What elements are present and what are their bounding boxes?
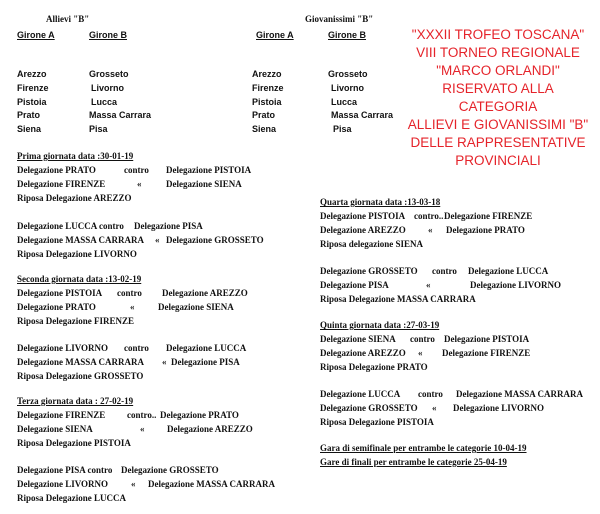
match-home: Delegazione PISA <box>320 280 389 290</box>
rest-note: Riposa Delegazione LIVORNO <box>17 249 137 259</box>
match-separator: contro <box>124 165 149 175</box>
allievi-a-team: Pistoia <box>17 97 47 107</box>
match-away: Delegazione MASSA CARRARA <box>148 479 275 489</box>
rest-note: Riposa Delegazione AREZZO <box>17 193 132 203</box>
allievi-b-team: Pisa <box>89 124 108 134</box>
rest-note: Riposa Delegazione PRATO <box>320 362 428 372</box>
allievi-b-team: Grosseto <box>89 69 129 79</box>
match-separator: « <box>140 424 145 434</box>
match-away: Delegazione PISTOIA <box>444 334 530 344</box>
giovanissimi-girone-b-label: Girone B <box>328 30 367 40</box>
match-home: Delegazione MASSA CARRARA <box>17 235 144 245</box>
rest-note: Riposa delegazione SIENA <box>320 239 424 249</box>
match-away: Delegazione LIVORNO <box>453 403 545 413</box>
match-away: Delegazione LUCCA <box>166 343 247 353</box>
allievi-a-team: Firenze <box>17 83 49 93</box>
match-home: Delegazione AREZZO <box>320 348 406 358</box>
title-line: PROVINCIALI <box>455 153 541 168</box>
match-separator: « <box>131 479 136 489</box>
match-separator: « <box>155 235 160 245</box>
match-home: Delegazione PISTOIA <box>320 211 406 221</box>
giovanissimi-b-team: Livorno <box>331 83 364 93</box>
matchday-header: Prima giornata data :30-01-19 <box>17 151 134 161</box>
match-separator: « <box>137 179 142 189</box>
matchday-header: Quinta giornata data :27-03-19 <box>320 320 440 330</box>
match-home: Delegazione PRATO <box>17 165 96 175</box>
title-line: DELLE RAPPRESENTATIVE <box>410 135 586 150</box>
rest-note: Riposa Delegazione GROSSETO <box>17 371 144 381</box>
title-line: ALLIEVI E GIOVANISSIMI "B" <box>407 117 589 132</box>
match-separator: « <box>426 280 431 290</box>
semifinal-note: Gara di semifinale per entrambe le categorie 10-04-19 <box>320 443 527 453</box>
rest-note: Riposa Delegazione MASSA CARRARA <box>320 294 476 304</box>
allievi-a-team: Siena <box>17 124 42 134</box>
allievi-girone-a-label: Girone A <box>17 30 55 40</box>
allievi-b-team: Lucca <box>91 97 118 107</box>
matchday-header: Seconda giornata data :13-02-19 <box>17 274 142 284</box>
match-away: Delegazione GROSSETO <box>166 235 264 245</box>
match-separator: « <box>432 403 437 413</box>
giovanissimi-a-team: Siena <box>252 124 277 134</box>
match-separator: contro <box>418 389 443 399</box>
match-away: Delegazione PRATO <box>446 225 525 235</box>
match-away: Delegazione MASSA CARRARA <box>456 389 583 399</box>
match-separator: « <box>428 225 433 235</box>
giovanissimi-a-team: Arezzo <box>252 69 282 79</box>
match-away: Delegazione PRATO <box>160 410 239 420</box>
match-away: Delegazione FIRENZE <box>442 348 531 358</box>
allievi-b-team: Livorno <box>91 83 124 93</box>
match-home: Delegazione PISA contro <box>17 465 113 475</box>
match-away: Delegazione AREZZO <box>162 288 248 298</box>
match-separator: contro.. <box>127 410 157 420</box>
title-line: "XXXII TROFEO TOSCANA" <box>411 27 585 42</box>
match-away: Delegazione PISA <box>171 357 240 367</box>
match-home: Delegazione FIRENZE <box>17 410 106 420</box>
match-away: Delegazione PISA <box>134 221 203 231</box>
match-home: Delegazione LIVORNO <box>17 479 109 489</box>
rest-note: Riposa Delegazione FIRENZE <box>17 316 134 326</box>
match-separator: contro <box>432 266 457 276</box>
match-home: Delegazione AREZZO <box>320 225 406 235</box>
match-separator: contro.. <box>414 211 444 221</box>
match-home: Delegazione PISTOIA <box>17 288 103 298</box>
giovanissimi-b-team: Grosseto <box>328 69 368 79</box>
rest-note: Riposa Delegazione LUCCA <box>17 493 126 503</box>
match-separator: contro <box>410 334 435 344</box>
giovanissimi-a-team: Prato <box>252 110 276 120</box>
title-line: VIII TORNEO REGIONALE <box>416 45 580 60</box>
giovanissimi-heading: Giovanissimi "B" <box>305 14 374 24</box>
giovanissimi-b-team: Massa Carrara <box>331 110 394 120</box>
matchday-header: Terza giornata data : 27-02-19 <box>17 396 134 406</box>
match-away: Delegazione SIENA <box>158 302 234 312</box>
match-home: Delegazione SIENA <box>17 424 93 434</box>
allievi-a-team: Prato <box>17 110 41 120</box>
allievi-a-team: Arezzo <box>17 69 47 79</box>
match-away: Delegazione GROSSETO <box>121 465 219 475</box>
giovanissimi-girone-a-label: Girone A <box>256 30 294 40</box>
match-home: Delegazione MASSA CARRARA <box>17 357 144 367</box>
giovanissimi-a-team: Pistoia <box>252 97 282 107</box>
match-home: Delegazione GROSSETO <box>320 266 418 276</box>
matchday-header: Quarta giornata data :13-03-18 <box>320 197 441 207</box>
giovanissimi-b-team: Pisa <box>333 124 352 134</box>
giovanissimi-b-team: Lucca <box>331 97 358 107</box>
match-home: Delegazione LUCCA <box>320 389 401 399</box>
allievi-girone-b-label: Girone B <box>89 30 128 40</box>
match-away: Delegazione SIENA <box>166 179 242 189</box>
tournament-title <box>402 26 594 170</box>
giovanissimi-a-team: Firenze <box>252 83 284 93</box>
title-line: RISERVATO ALLA CATEGORIA <box>442 81 554 114</box>
match-separator: « <box>162 357 167 367</box>
match-home: Delegazione FIRENZE <box>17 179 106 189</box>
rest-note: Riposa Delegazione PISTOIA <box>320 417 434 427</box>
final-note: Gare di finali per entrambe le categorie 25-04-19 <box>320 457 507 467</box>
match-home: Delegazione LUCCA contro <box>17 221 124 231</box>
match-separator: contro <box>117 288 142 298</box>
match-away: Delegazione AREZZO <box>167 424 253 434</box>
allievi-b-team: Massa Carrara <box>89 110 152 120</box>
match-home: Delegazione PRATO <box>17 302 96 312</box>
match-separator: « <box>418 348 423 358</box>
title-line: "MARCO ORLANDI" <box>436 63 560 78</box>
match-home: Delegazione LIVORNO <box>17 343 109 353</box>
match-away: Delegazione FIRENZE <box>444 211 533 221</box>
match-away: Delegazione LIVORNO <box>470 280 562 290</box>
match-separator: « <box>130 302 135 312</box>
match-home: Delegazione GROSSETO <box>320 403 418 413</box>
allievi-heading: Allievi "B" <box>46 14 90 24</box>
rest-note: Riposa Delegazione PISTOIA <box>17 438 131 448</box>
match-separator: contro <box>124 343 149 353</box>
match-away: Delegazione LUCCA <box>468 266 549 276</box>
match-away: Delegazione PISTOIA <box>166 165 252 175</box>
match-home: Delegazione SIENA <box>320 334 396 344</box>
